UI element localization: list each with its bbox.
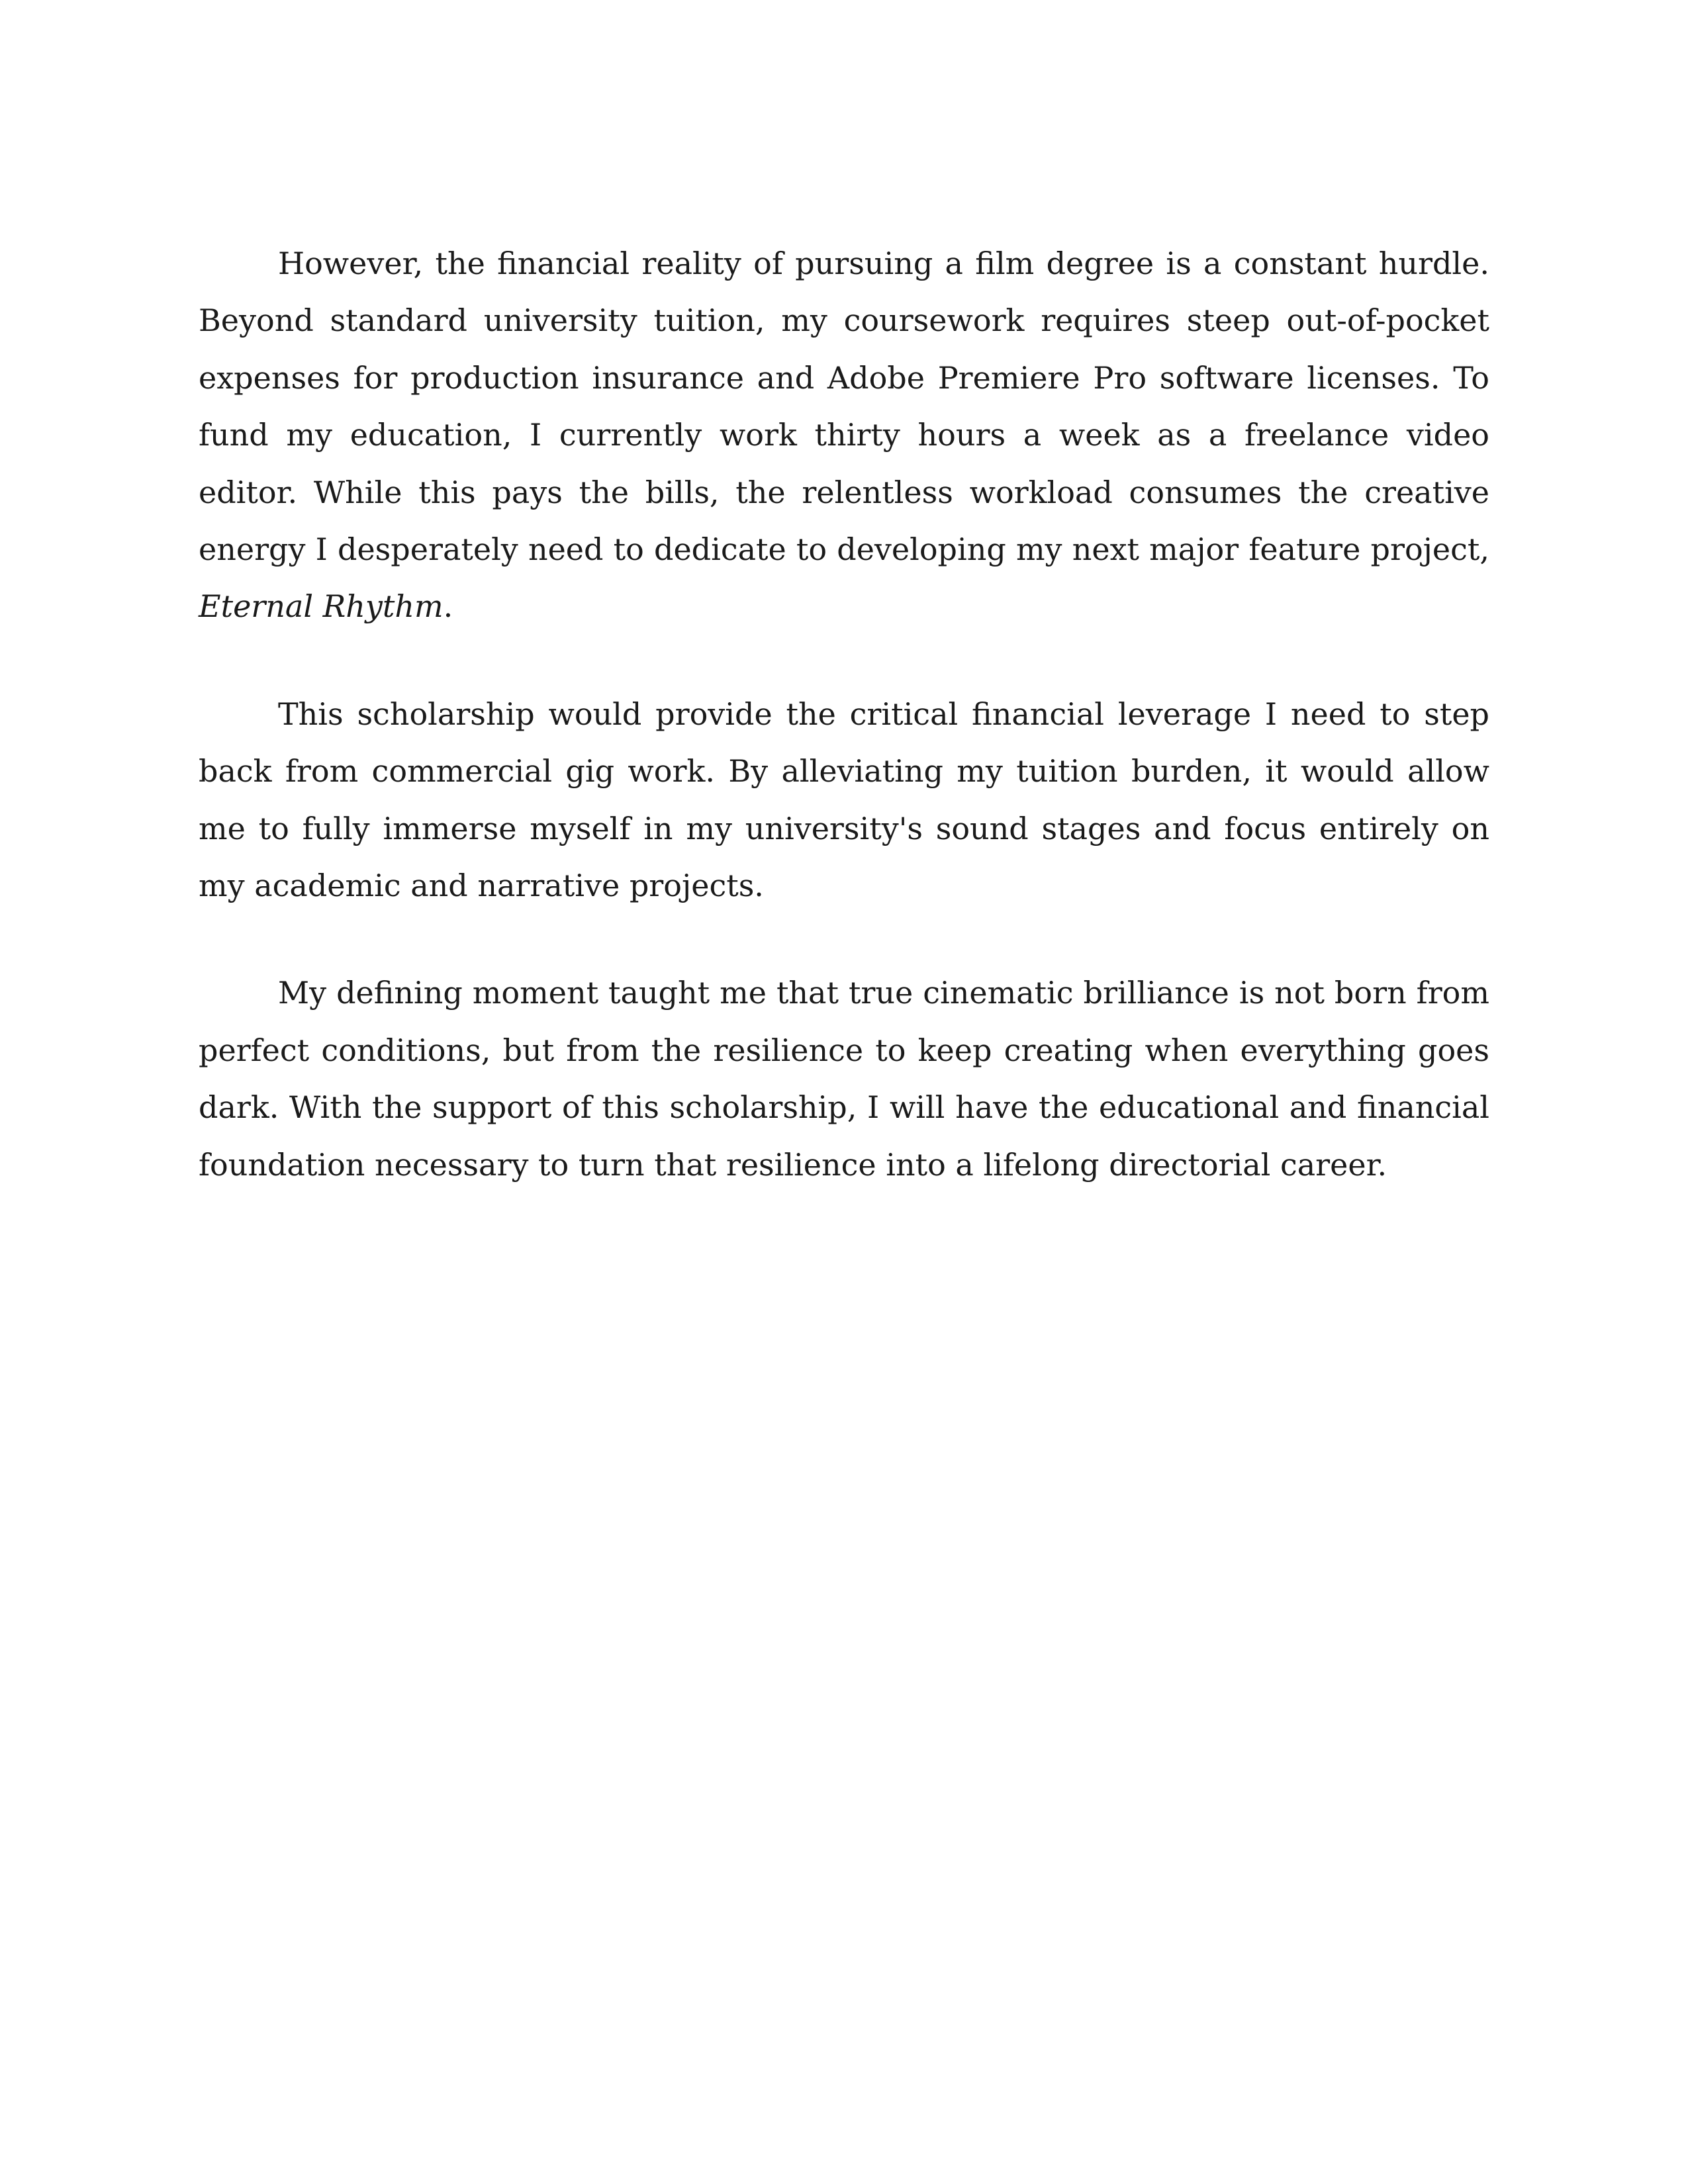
paragraph-scholarship-impact: This scholarship would provide the critical financial leverage I need to step back from commercial gig work. By alleviating my tuition burden, it would allow me to fully immerse myself in my university's sound stages and focus entirely on my academic and narrative projects. — [199, 696, 1489, 904]
document-page — [199, 235, 1489, 1193]
project-title: Eternal Rhythm — [199, 588, 444, 625]
paragraph-punctuation: . — [443, 588, 453, 625]
paragraph-text: However, the financial reality of pursuing a film degree is a constant hurdle. Beyond standard university tuition, my coursework requires steep out-of-pocket expenses for production insurance and Adobe Premiere Pro software licenses. To fund my education, I currently work thirty hours a week as a freelance video editor. While this pays the bills, the relentless workload consumes the creative energy I desperately need to dedicate to developing my next major feature project, — [199, 246, 1489, 568]
paragraph-financial-reality — [199, 235, 1489, 635]
paragraph-conclusion: My defining moment taught me that true cinematic brilliance is not born from perfect conditions, but from the resilience to keep creating when everything goes dark. With the support of this scholarship, I will have the educational and financial foundation necessary to turn that resilience into a lifelong directorial career. — [199, 975, 1489, 1183]
